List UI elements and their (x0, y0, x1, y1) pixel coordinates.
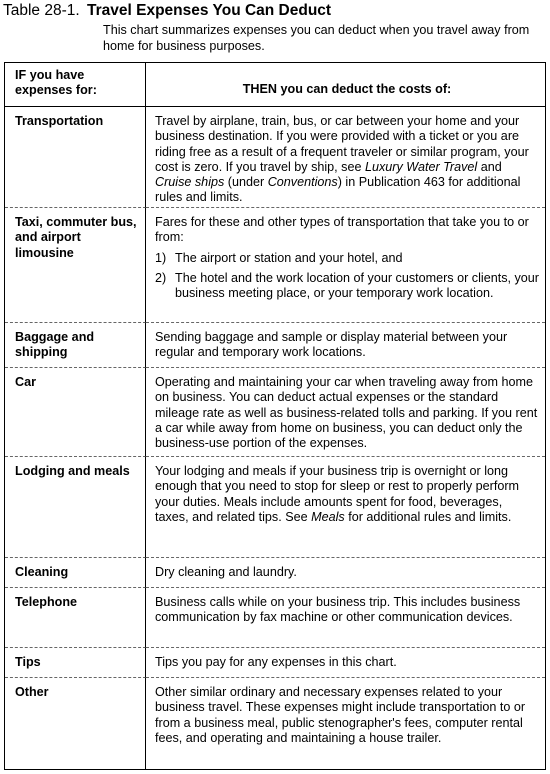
row-text-taxi (146, 208, 545, 323)
row-text-tips: Tips you pay for any expenses in this chart. (146, 648, 545, 678)
row-label-baggage: Baggage and shipping (5, 323, 146, 368)
list-item: 1) The airport or station and your hotel, and (155, 250, 403, 265)
row-text-baggage: Sending baggage and sample or display material between your regular and temporary work locations. (146, 323, 545, 368)
header-right: THEN you can deduct the costs of: (146, 63, 545, 107)
row-label-cleaning: Cleaning (5, 558, 146, 588)
list-item: 2) The hotel and the work location of your customers or clients, your business meeting place, or your temporary work location. (155, 270, 539, 301)
table-name: Travel Expenses You Can Deduct (87, 2, 332, 19)
row-text-car: Operating and maintaining your car when traveling away from home on business. You can deduct actual expenses or the standard mileage rate as well as business-related tolls and parking. If you rent a car while away from home on business, you can deduct only the business-use portion of the expenses. (146, 368, 545, 457)
row-label-other: Other (5, 678, 146, 769)
row-label-taxi: Taxi, commuter bus, and airport limousine (5, 208, 146, 323)
table-number: Table 28-1. (3, 2, 80, 19)
row-text-cleaning: Dry cleaning and laundry. (146, 558, 545, 588)
row-text-transportation: Travel by airplane, train, bus, or car between your home and your business destination. If you were provided with a ticket or you are riding free as a result of a frequent traveler or similar program, your cost is zero. If you travel by ship, see Luxury Water Travel and Cruise ships (under Conventions) in Publication 463 for additional rules and limits. (146, 107, 545, 208)
table-caption: This chart summarizes expenses you can deduct when you travel away from home for business purposes. (103, 23, 530, 53)
row-label-lodging: Lodging and meals (5, 457, 146, 558)
row-label-transportation: Transportation (5, 107, 146, 208)
row-text-other: Other similar ordinary and necessary expenses related to your business travel. These expenses might include transportation to or from a business meal, public stenographer's fees, computer rental fees, and operating and maintaining a house trailer. (155, 685, 526, 745)
taxi-intro: Fares for these and other types of transportation that take you to or from: (155, 215, 529, 245)
row-label-tips: Tips (5, 648, 146, 678)
row-text-telephone: Business calls while on your business trip. This includes business communication by fax machine or other communication devices. (146, 588, 545, 648)
expenses-table (4, 62, 546, 770)
header-left: IF you have expenses for: (5, 63, 146, 107)
row-text-lodging: Your lodging and meals if your business trip is overnight or long enough that you need to stop for sleep or rest to properly perform your duties. Meals include amounts spent for food, beverages, taxes, and related tips. See Meals for additional rules and limits. (146, 457, 545, 558)
table-title (3, 1, 331, 21)
row-label-telephone: Telephone (5, 588, 146, 648)
row-label-car: Car (5, 368, 146, 457)
